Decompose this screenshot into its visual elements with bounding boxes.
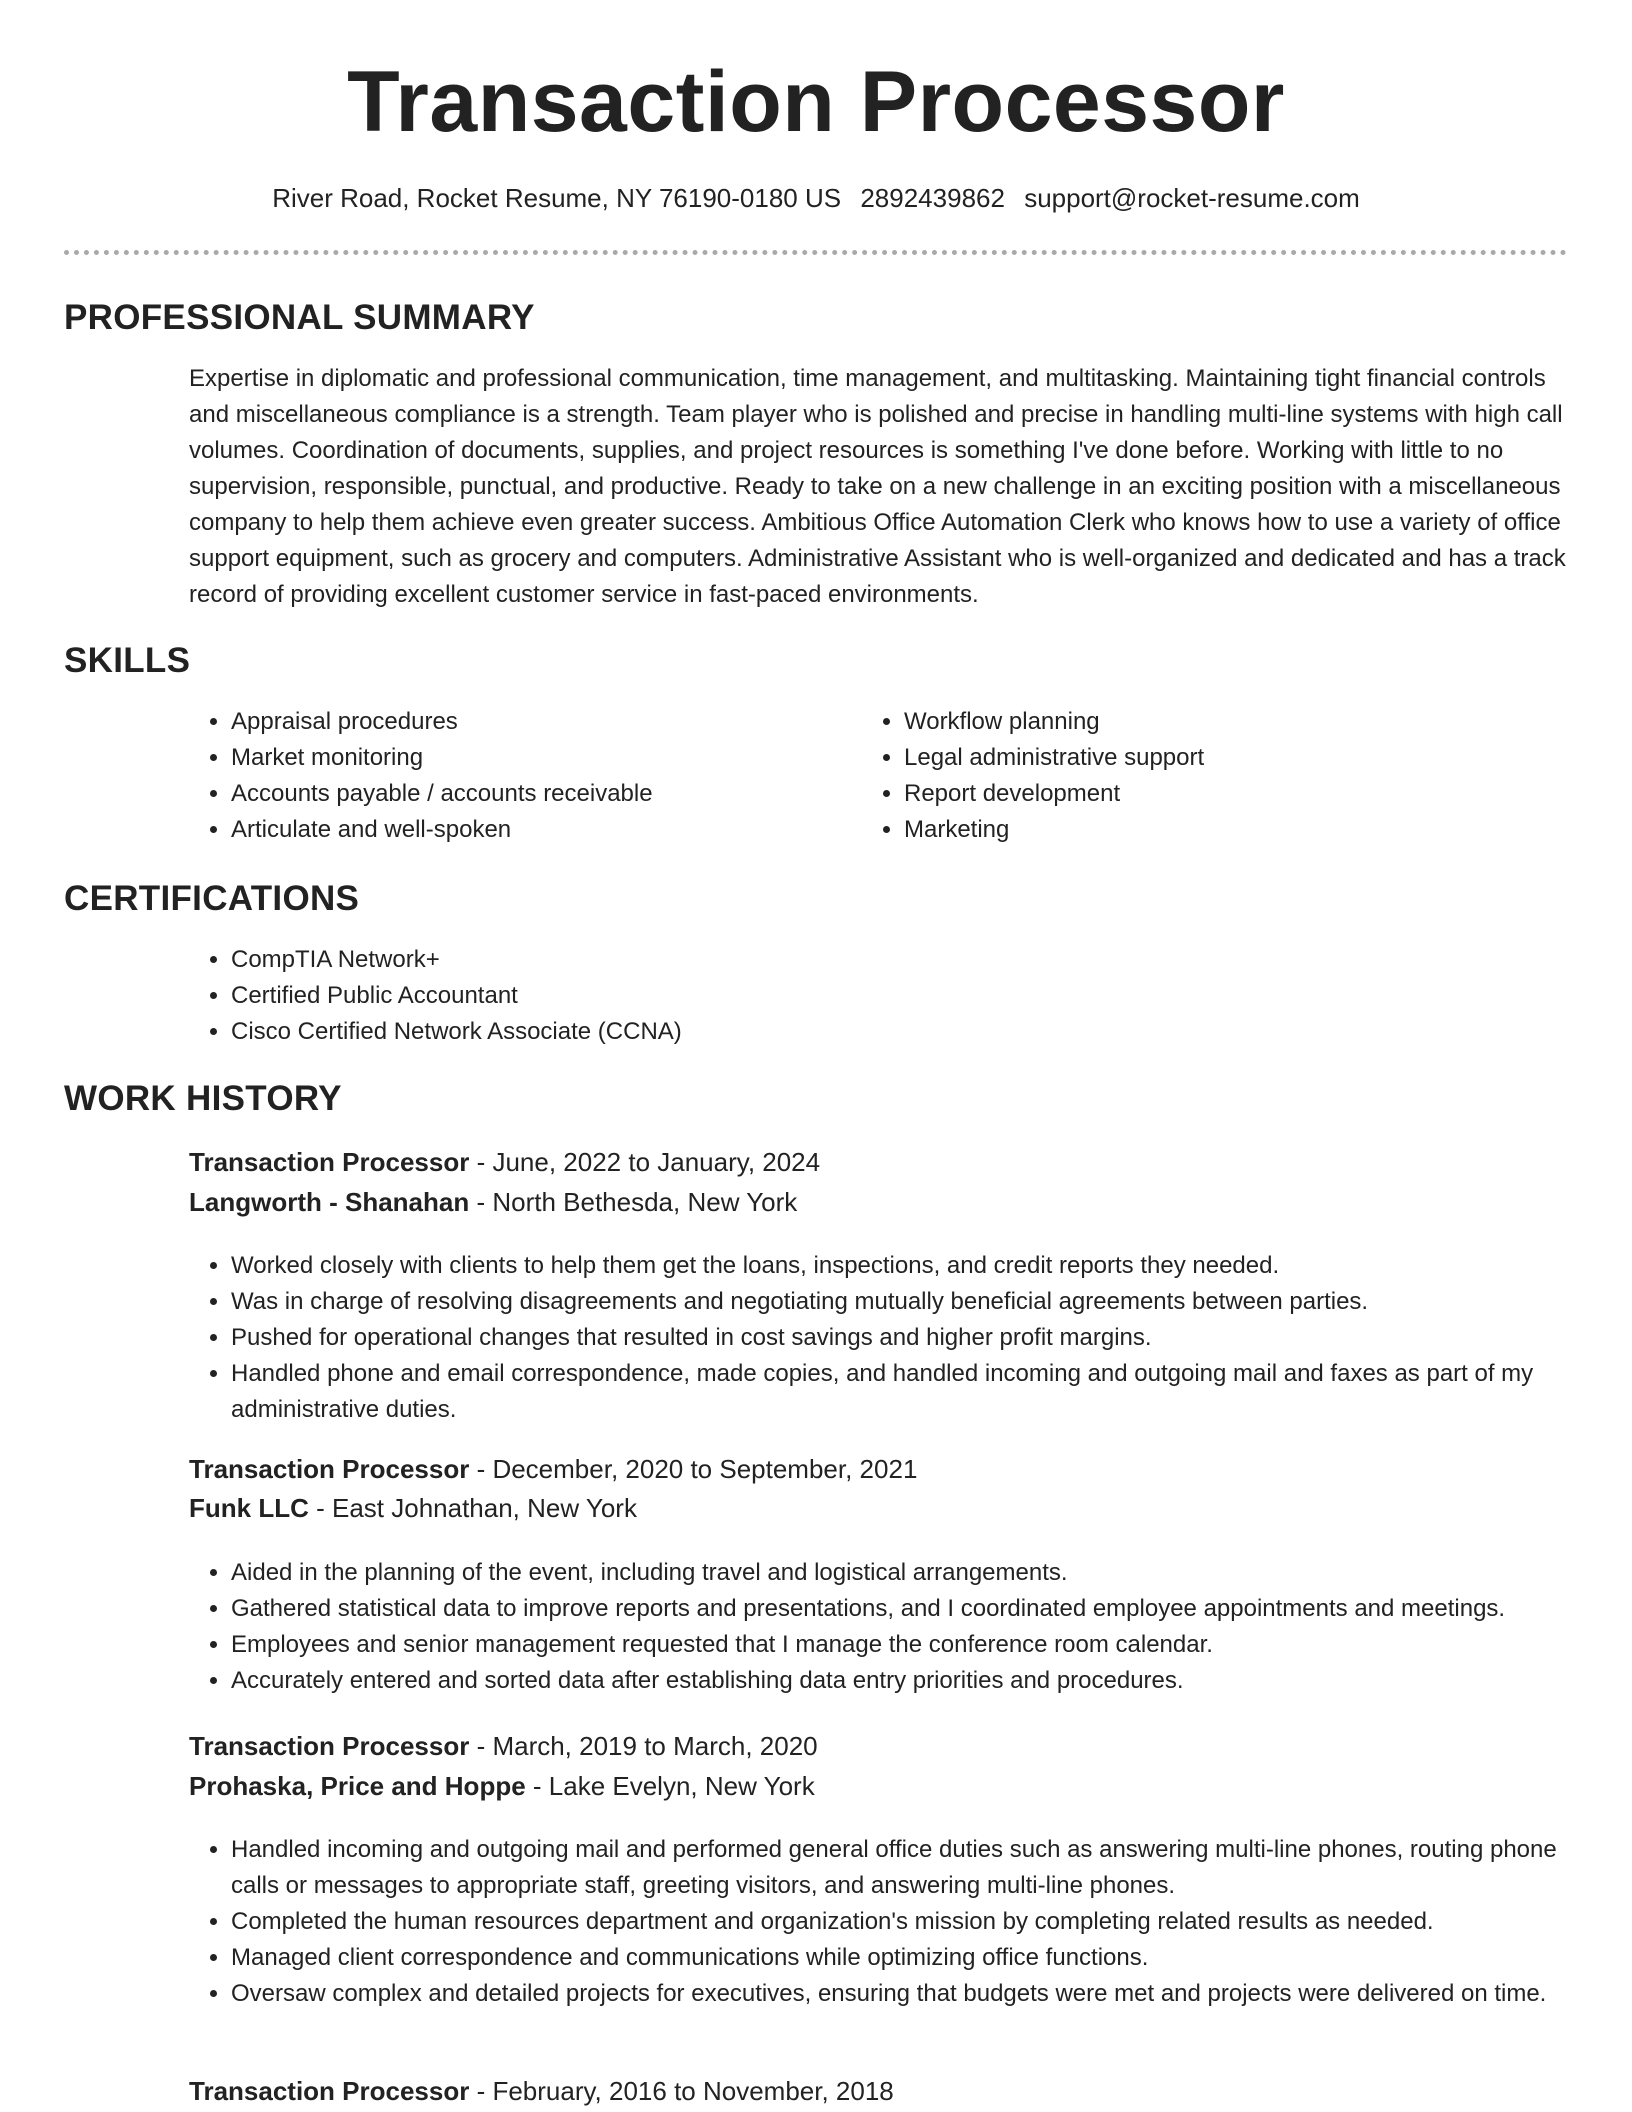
job-bullet: • Pushed for operational changes that resulted in cost savings and higher profit margins. xyxy=(231,1320,1611,1356)
job-dates: - December, 2020 to September, 2021 xyxy=(469,1454,918,1484)
job-bullet: • Aided in the planning of the event, including travel and logistical arrangements. xyxy=(231,1555,1621,1591)
job-dates: - June, 2022 to January, 2024 xyxy=(469,1147,821,1177)
job-role: Transaction Processor xyxy=(189,1147,470,1177)
job-company-line xyxy=(189,1489,1567,1527)
skill-item: • Articulate and well-spoken xyxy=(231,812,851,848)
skill-item: • Market monitoring xyxy=(231,740,851,776)
job-bullet: • Completed the human resources department and organization's mission by completing related results as needed. xyxy=(231,1904,1611,1940)
job-company: Langworth - Shanahan xyxy=(189,1187,470,1217)
certifications-list xyxy=(187,942,1531,1050)
job-bullet: • Managed client correspondence and communications while optimizing office functions. xyxy=(231,1940,1611,1976)
job-bullet: • Gathered statistical data to improve reports and presentations, and I coordinated employee appointments and meetings. xyxy=(231,1591,1621,1627)
work-history-heading: WORK HISTORY xyxy=(64,1079,342,1118)
job-bullets xyxy=(187,1832,1611,2012)
candidate-name: Transaction Processor xyxy=(347,54,1285,150)
job-bullets xyxy=(187,1555,1621,1699)
header-divider xyxy=(64,250,1567,255)
job-bullet: • Accurately entered and sorted data after establishing data entry priorities and procedures. xyxy=(231,1663,1621,1699)
job-location: - Lake Evelyn, New York xyxy=(525,1771,815,1801)
certification-item: • Certified Public Accountant xyxy=(231,978,1531,1014)
skill-item: • Legal administrative support xyxy=(904,740,1524,776)
job-dates: - February, 2016 to November, 2018 xyxy=(469,2076,894,2106)
job-role: Transaction Processor xyxy=(189,1731,470,1761)
job-company-line xyxy=(189,1183,1567,1221)
job-bullet: • Employees and senior management requested that I manage the conference room calendar. xyxy=(231,1627,1621,1663)
job-location: - East Johnathan, New York xyxy=(308,1493,637,1523)
job-location: - North Bethesda, New York xyxy=(469,1187,798,1217)
job-role: Transaction Processor xyxy=(189,2076,470,2106)
job-title-line xyxy=(189,1727,1567,1765)
job-bullet: • Worked closely with clients to help them get the loans, inspections, and credit reports they needed. xyxy=(231,1248,1611,1284)
job-dates: - March, 2019 to March, 2020 xyxy=(469,1731,818,1761)
job-bullet: • Was in charge of resolving disagreements and negotiating mutually beneficial agreements between parties. xyxy=(231,1284,1611,1320)
skill-item: • Report development xyxy=(904,776,1524,812)
skill-item: • Marketing xyxy=(904,812,1524,848)
job-title-line xyxy=(189,1143,1567,1181)
job-bullet: • Handled phone and email correspondence, made copies, and handled incoming and outgoing mail and faxes as part of my administrative duties. xyxy=(231,1356,1611,1428)
contact-line xyxy=(0,181,1632,215)
job-role: Transaction Processor xyxy=(189,1454,470,1484)
job-bullets xyxy=(187,1248,1611,1428)
skill-item: • Appraisal procedures xyxy=(231,704,851,740)
job-company-line xyxy=(189,1767,1567,1805)
summary-heading: PROFESSIONAL SUMMARY xyxy=(64,298,535,337)
certifications-heading: CERTIFICATIONS xyxy=(64,879,360,918)
job-title-line xyxy=(189,1450,1567,1488)
summary-text: Expertise in diplomatic and professional communication, time management, and multitasking. Maintaining tight financial controls and miscellaneous compliance is a strength. Team player who is polished and precise in handling multi-line systems with high call volumes. Coordination of documents, supplies, and project resources is something I've done before. Working with little to no supervision, responsible, punctual, and productive. Ready to take on a new challenge in an exciting position with a miscellaneous company to help them achieve even greater success. Ambitious Office Automation Clerk who knows how to use a variety of office support equipment, such as grocery and computers. Administrative Assistant who is well-organized and dedicated and has a track record of providing excellent customer service in fast-paced environments. xyxy=(189,365,1566,608)
contact-address: River Road, Rocket Resume, NY 76190-0180 US xyxy=(272,183,842,213)
skills-list-right xyxy=(860,704,1524,848)
contact-email: support@rocket-resume.com xyxy=(1024,183,1360,213)
job-bullet: • Handled incoming and outgoing mail and performed general office duties such as answering multi-line phones, routing phone calls or messages to appropriate staff, greeting visitors, and answering multi-line phones. xyxy=(231,1832,1611,1904)
skills-list-left xyxy=(187,704,851,848)
skills-heading: SKILLS xyxy=(64,641,191,680)
job-title-line xyxy=(189,2072,1567,2110)
skill-item: • Workflow planning xyxy=(904,704,1524,740)
job-company: Funk LLC xyxy=(189,1493,309,1523)
certification-item: • Cisco Certified Network Associate (CCNA) xyxy=(231,1014,1531,1050)
job-company: Prohaska, Price and Hoppe xyxy=(189,1771,526,1801)
contact-phone: 2892439862 xyxy=(860,183,1005,213)
skill-item: • Accounts payable / accounts receivable xyxy=(231,776,851,812)
job-bullet: • Oversaw complex and detailed projects for executives, ensuring that budgets were met and projects were delivered on time. xyxy=(231,1976,1611,2012)
certification-item: • CompTIA Network+ xyxy=(231,942,1531,978)
